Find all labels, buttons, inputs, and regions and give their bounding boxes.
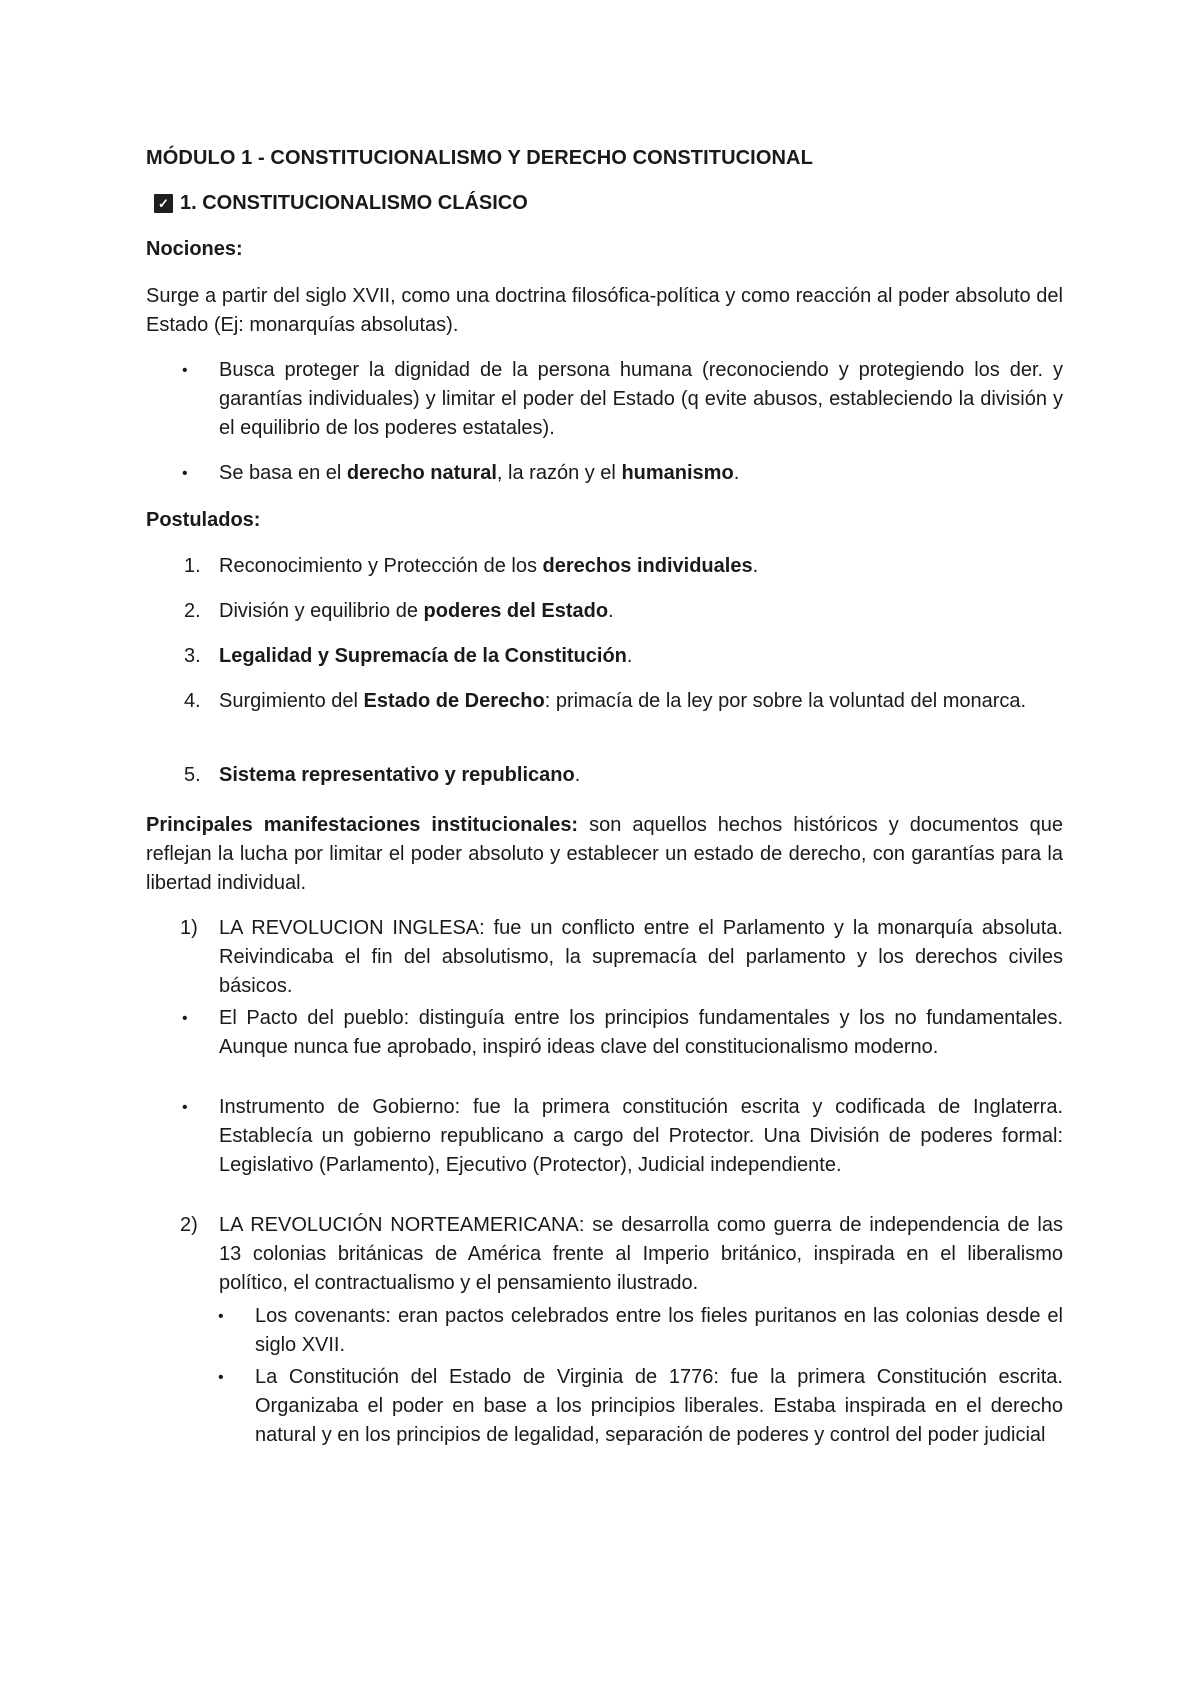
bullet-text: Se basa en el derecho natural, la razón y el humanismo. <box>219 462 740 484</box>
list-item: 3. Legalidad y Supremacía de la Constitución. <box>184 645 633 667</box>
list-item: 2) LA REVOLUCIÓN NORTEAMERICANA: se desarrolla como guerra de independencia de las 13 colonias británicas de América frente al Imperio británico, inspirada en el liberalismo político, el contractualismo y el pensamiento ilustrado. <box>180 1214 1063 1294</box>
list-item: 1. Reconocimiento y Protección de los derechos individuales. <box>184 555 759 577</box>
list-item: 4. Surgimiento del Estado de Derecho: primacía de la ley por sobre la voluntad del monarca. <box>184 690 1027 712</box>
section-heading <box>154 192 528 215</box>
postulados-label: Postulados: <box>146 509 261 531</box>
bullet-icon: • <box>218 1308 224 1325</box>
bullet-text: Busca proteger la dignidad de la persona humana (reconociendo y protegiendo los der. y garantías individuales) y limitar el poder del Estado (q evite abusos, estableciendo la división y el equilibrio de los poderes estatales). <box>219 359 1063 439</box>
bullet-icon: • <box>218 1369 224 1386</box>
list-item: 5. Sistema representativo y republicano. <box>184 764 581 786</box>
list-item: 2. División y equilibrio de poderes del Estado. <box>184 600 614 622</box>
list-item: • Los covenants: eran pactos celebrados entre los fieles puritanos en las colonias desde el siglo XVII. <box>146 1302 1063 1360</box>
list-item <box>146 459 1063 488</box>
bullet-icon: • <box>182 465 188 482</box>
bullet-icon: • <box>182 1099 188 1116</box>
manifestaciones-paragraph: Principales manifestaciones institucionales: son aquellos hechos históricos y documentos que reflejan la lucha por limitar el poder absoluto y establecer un estado de derecho, con garantías para la libertad individual. <box>146 814 1064 894</box>
checkbox-icon: ✓ <box>154 194 173 213</box>
list-item: • Instrumento de Gobierno: fue la primera constitución escrita y codificada de Inglaterra. Establecía un gobierno republicano a cargo del Protector. Una División de poderes formal: Legislativo (Parlamento), Ejecutivo (Protector), Judicial independiente. <box>146 1093 1063 1180</box>
list-item: • La Constitución del Estado de Virginia de 1776: fue la primera Constitución escrita. Organizaba el poder en base a los principios liberales. Estaba inspirada en el derecho natural y en los principios de legalidad, separación de poderes y control del poder judicial <box>146 1363 1063 1450</box>
nociones-label: Nociones: <box>146 238 243 260</box>
nociones-intro: Surge a partir del siglo XVII, como una doctrina filosófica-política y como reacción al poder absoluto del Estado (Ej: monarquías absolutas). <box>146 285 1063 336</box>
list-item: 1) LA REVOLUCION INGLESA: fue un conflicto entre el Parlamento y la monarquía absoluta. Reivindicaba el fin del absolutismo, la supremacía del parlamento y los derechos civiles básicos. <box>180 917 1063 997</box>
document-title: MÓDULO 1 - CONSTITUCIONALISMO Y DERECHO CONSTITUCIONAL <box>146 147 813 169</box>
list-item <box>146 356 1063 443</box>
bullet-icon: • <box>182 362 188 379</box>
section-title: 1. CONSTITUCIONALISMO CLÁSICO <box>180 192 528 214</box>
list-item: • El Pacto del pueblo: distinguía entre los principios fundamentales y los no fundamentales. Aunque nunca fue aprobado, inspiró ideas clave del constitucionalismo moderno. <box>146 1004 1063 1062</box>
bullet-icon: • <box>182 1010 188 1027</box>
